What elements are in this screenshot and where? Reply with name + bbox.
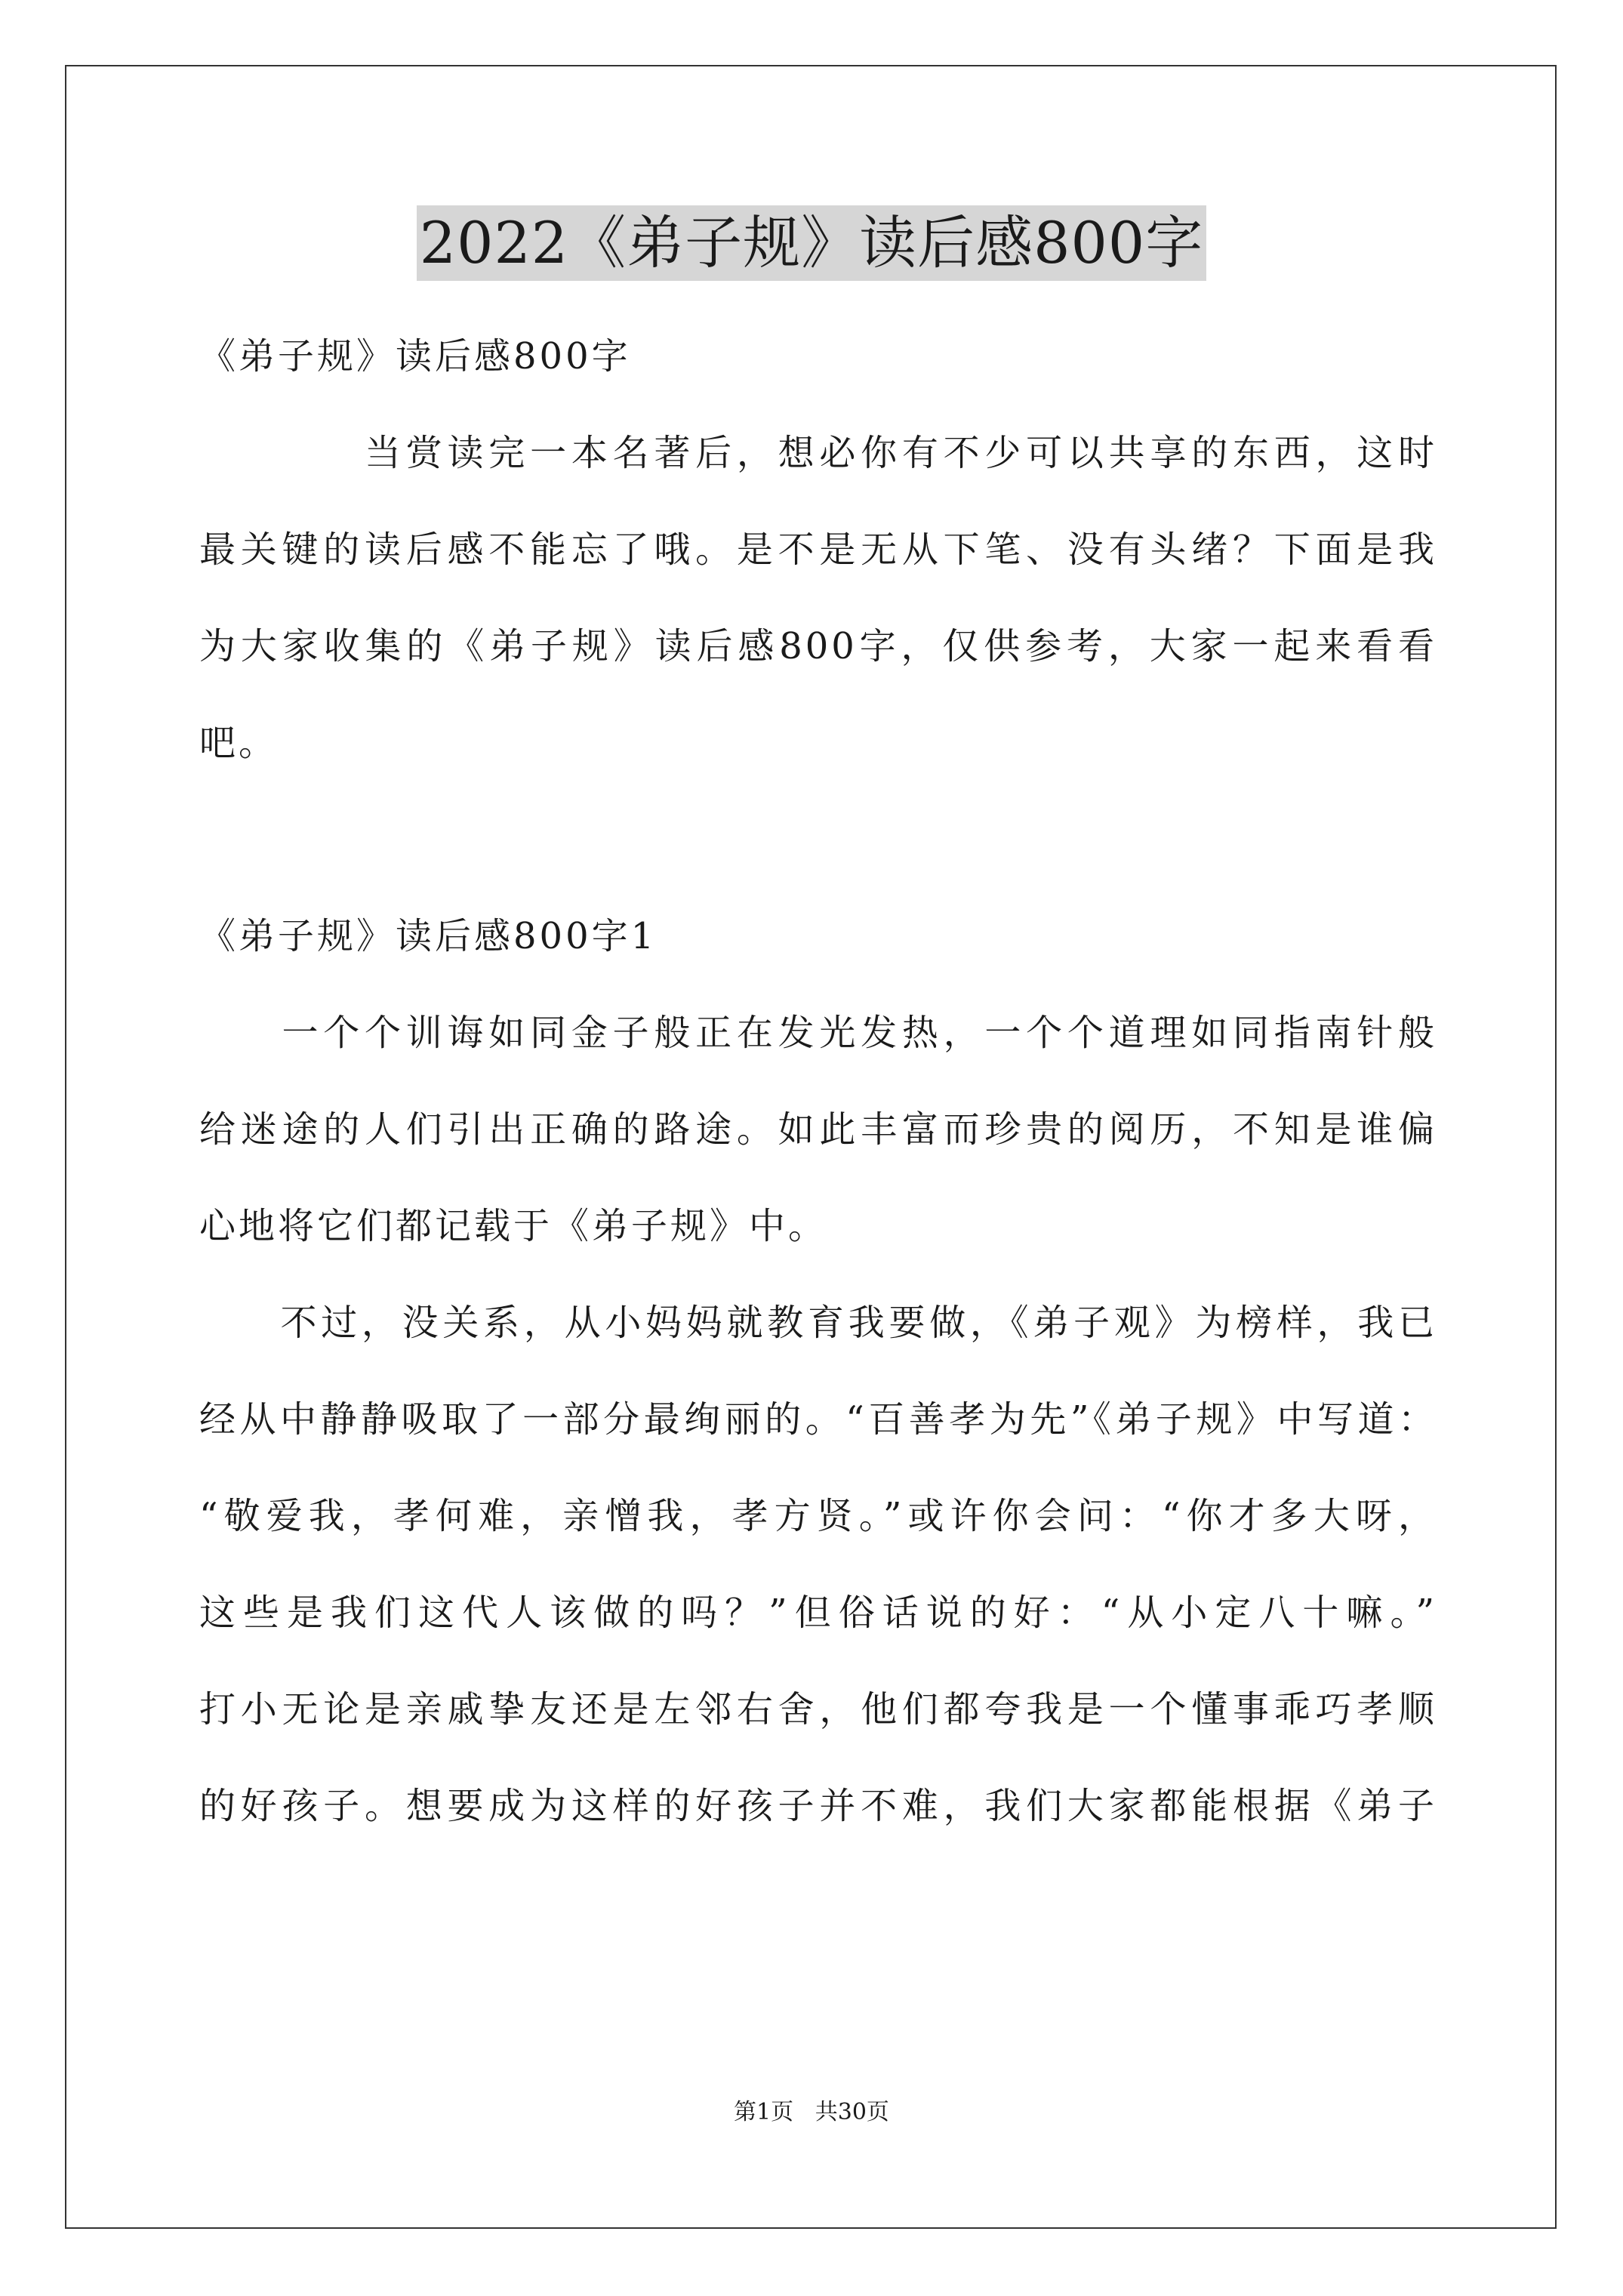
title-container	[0, 205, 1623, 281]
paragraph-line: 吧。	[199, 722, 279, 764]
paragraph-line: 一个个训诲如同金子般正在发光发热，一个个道理如同指南针般	[199, 1012, 1437, 1054]
page-total: 共30页	[815, 2099, 889, 2125]
document-title: 2022《弟子规》读后感800字	[417, 205, 1206, 281]
paragraph-line: 心地将它们都记载于《弟子规》中。	[199, 1205, 828, 1247]
paragraph-line: 当赏读完一本名著后，想必你有不少可以共享的东西，这时	[199, 432, 1437, 474]
paragraph-line: “敬爱我，孝何难，亲憎我，孝方贤。”或许你会问：“你才多大呀，	[199, 1495, 1437, 1537]
section-heading: 《弟子规》读后感800字1	[199, 915, 658, 957]
paragraph-line: 为大家收集的《弟子规》读后感800字，仅供参考，大家一起来看看	[199, 625, 1437, 667]
paragraph-line: 这些是我们这代人该做的吗？”但俗话说的好：“从小定八十嘛。”	[199, 1592, 1437, 1634]
paragraph-line: 不过，没关系，从小妈妈就教育我要做，《弟子观》为榜样，我已	[199, 1302, 1437, 1344]
paragraph-line: 给迷途的人们引出正确的路途。如此丰富而珍贵的阅历，不知是谁偏	[199, 1108, 1437, 1151]
section-heading: 《弟子规》读后感800字	[199, 335, 631, 378]
page-footer	[0, 2097, 1623, 2128]
paragraph-line: 最关键的读后感不能忘了哦。是不是无从下笔、没有头绪？下面是我	[199, 529, 1437, 571]
document-body	[199, 308, 1437, 1854]
paragraph-line: 经从中静静吸取了一部分最绚丽的。“百善孝为先”《弟子规》中写道：	[199, 1398, 1437, 1441]
paragraph-line: 打小无论是亲戚挚友还是左邻右舍，他们都夸我是一个懂事乖巧孝顺	[199, 1688, 1437, 1730]
page-number: 第1页	[734, 2099, 794, 2125]
blank-line	[199, 791, 1437, 888]
paragraph-line: 的好孩子。想要成为这样的好孩子并不难，我们大家都能根据《弟子	[199, 1785, 1437, 1827]
